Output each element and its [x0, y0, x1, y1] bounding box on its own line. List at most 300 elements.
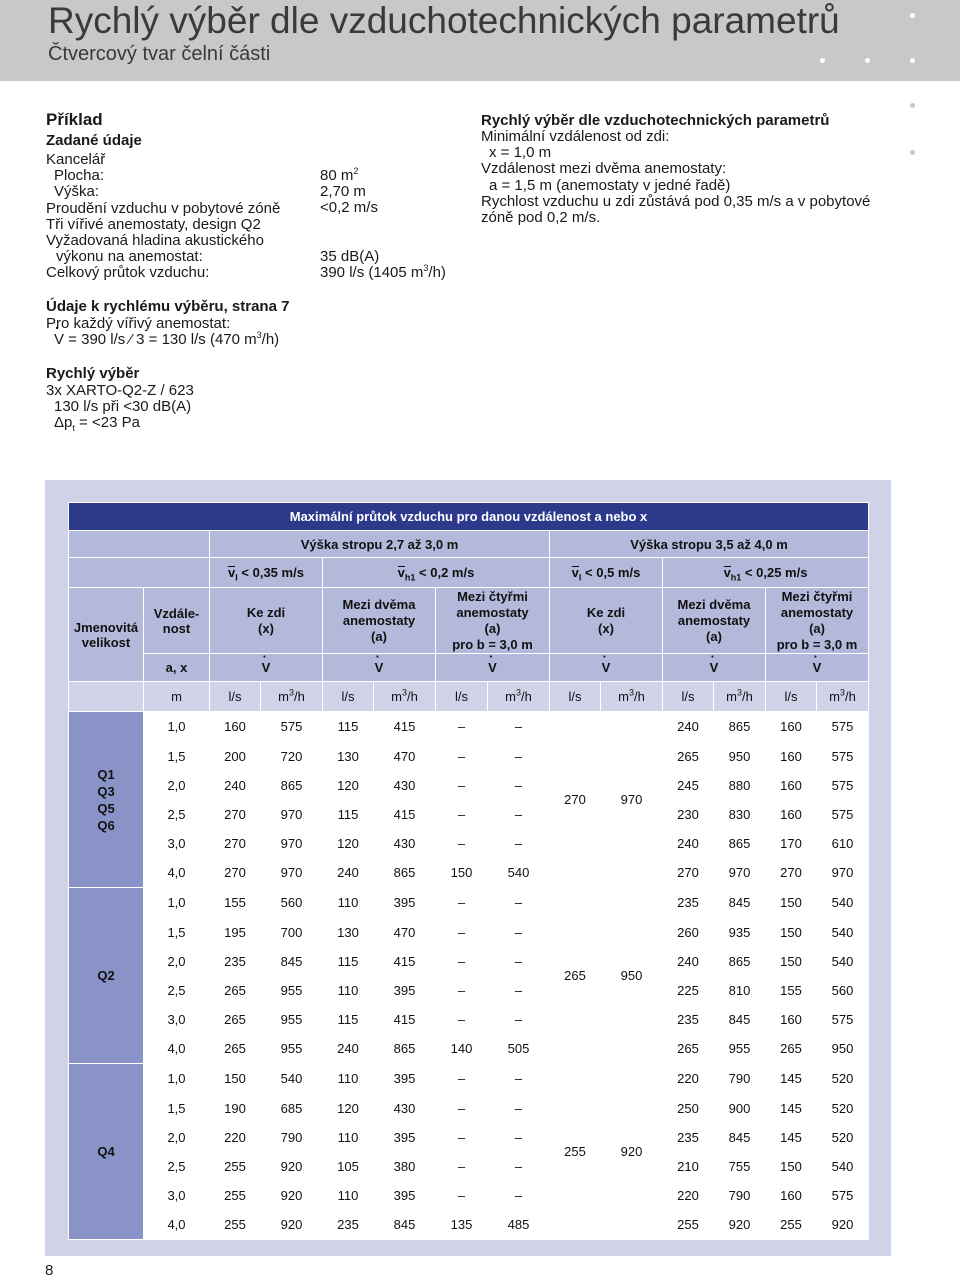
distance-cell: 1,0: [144, 888, 210, 918]
flow-value: <0,2 m/s: [320, 199, 378, 217]
flow-cell: 155: [766, 976, 817, 1005]
diffusers-label: Tři vířivé anemostaty, design Q2: [46, 215, 261, 233]
page-title: Rychlý výběr dle vzduchotechnických parametrů: [48, 0, 840, 41]
flow-cell: 220: [663, 1064, 714, 1094]
flow-cell: 575: [817, 742, 869, 771]
col-mounting-1: Mezi dvěma anemostaty (a): [323, 588, 436, 654]
flow-cell: 170: [766, 829, 817, 858]
col-mounting-5: Mezi čtyřmi anemostaty (a) pro b = 3,0 m: [766, 588, 869, 654]
table-row: [69, 1181, 869, 1210]
table-row: [69, 947, 869, 976]
table-row: [69, 976, 869, 1005]
flow-cell: 540: [817, 888, 869, 918]
flow-cell: 265: [766, 1034, 817, 1064]
flow-cell: 955: [261, 1005, 323, 1034]
unit-m3h: $m^3/h$: [261, 682, 323, 712]
nominal-size-cell: Q2: [69, 888, 144, 1064]
flow-cell: 270: [663, 858, 714, 888]
nominal-size-cell: Q1 Q3 Q5 Q6: [69, 712, 144, 888]
flow-cell: 810: [714, 976, 766, 1005]
distance-cell: 4,0: [144, 858, 210, 888]
flow-cell: 270: [210, 858, 261, 888]
merged-wall-flow-cell: 950: [601, 918, 663, 1034]
unit-m: [69, 682, 144, 712]
flow-cell: 560: [261, 888, 323, 918]
flow-cell: 920: [261, 1152, 323, 1181]
flow-cell: 265: [663, 1034, 714, 1064]
flow-cell: 270: [766, 858, 817, 888]
quick-select-block: [46, 365, 194, 432]
distance-cell: 2,0: [144, 947, 210, 976]
table-row: [69, 800, 869, 829]
height-value: 2,70 m: [320, 183, 366, 201]
flow-cell: –: [488, 1094, 550, 1123]
table-row: [69, 771, 869, 800]
flow-cell: 145: [766, 1094, 817, 1123]
flow-cell: 265: [210, 1005, 261, 1034]
flow-cell: 470: [374, 742, 436, 771]
flow-cell: 250: [663, 1094, 714, 1123]
flow-cell: 235: [210, 947, 261, 976]
flow-cell: 265: [210, 1034, 261, 1064]
flow-cell: 830: [714, 800, 766, 829]
flow-cell: 235: [663, 1005, 714, 1034]
unit-m3h: $m^3/h$: [374, 682, 436, 712]
flow-cell: 920: [261, 1181, 323, 1210]
flow-cell: 920: [261, 1210, 323, 1240]
flow-cell: –: [488, 800, 550, 829]
decor-dot: [910, 103, 915, 108]
table-row: [69, 888, 869, 918]
room-label: Kancelář: [46, 151, 106, 168]
flow-cell: 865: [714, 712, 766, 742]
flow-cell: 270: [210, 829, 261, 858]
flow-cell: 270: [210, 800, 261, 829]
flow-cell: 845: [261, 947, 323, 976]
flow-cell: 845: [714, 1123, 766, 1152]
flow-cell: 950: [714, 742, 766, 771]
flow-cell: 150: [766, 1152, 817, 1181]
unit-m3h: $m^3/h$: [714, 682, 766, 712]
flow-cell: 235: [663, 888, 714, 918]
flow-cell: 415: [374, 712, 436, 742]
flow-cell: 235: [663, 1123, 714, 1152]
flow-cell: 200: [210, 742, 261, 771]
col-mounting-2: Mezi čtyřmi anemostaty (a) pro b = 3,0 m: [436, 588, 550, 654]
flow-cell: –: [436, 1152, 488, 1181]
flow-cell: 120: [323, 771, 374, 800]
flow-cell: –: [488, 712, 550, 742]
flow-cell: 865: [374, 1034, 436, 1064]
table-row: [69, 858, 869, 888]
noise-label: Vyžadovaná hladina akustického: [46, 232, 264, 250]
noise-label-cont: výkonu na anemostat:: [56, 248, 203, 266]
flow-cell: 140: [436, 1034, 488, 1064]
flow-cell: 485: [488, 1210, 550, 1240]
flow-cell: 430: [374, 829, 436, 858]
flow-cell: 240: [663, 712, 714, 742]
flow-cell: 560: [817, 976, 869, 1005]
distance-cell: 1,0: [144, 712, 210, 742]
flow-cell: 110: [323, 888, 374, 918]
flow-cell: –: [436, 800, 488, 829]
velocity-criterion: $v_l < 0,35$ m/s: [210, 558, 323, 588]
unit-ls: l/s: [436, 682, 488, 712]
flow-cell: 190: [210, 1094, 261, 1123]
flow-cell: 115: [323, 947, 374, 976]
flow-cell: –: [488, 1005, 550, 1034]
flow-cell: –: [436, 712, 488, 742]
flow-cell: –: [436, 888, 488, 918]
distance-cell: 1,5: [144, 918, 210, 947]
flow-cell: 120: [323, 829, 374, 858]
flow-cell: 395: [374, 1064, 436, 1094]
flow-cell: 520: [817, 1123, 869, 1152]
flow-cell: 520: [817, 1064, 869, 1094]
flow-cell: –: [488, 976, 550, 1005]
flow-cell: 145: [766, 1123, 817, 1152]
flow-cell: 950: [817, 1034, 869, 1064]
flow-cell: 395: [374, 1123, 436, 1152]
merged-wall-flow-cell: 970: [601, 742, 663, 858]
flow-cell: 230: [663, 800, 714, 829]
flow-cell: 900: [714, 1094, 766, 1123]
unit-ls: l/s: [550, 682, 601, 712]
flow-cell: 865: [261, 771, 323, 800]
flow-cell: –: [436, 1005, 488, 1034]
unit-m3h: $m^3/h$: [601, 682, 663, 712]
flow-cell: 920: [817, 1210, 869, 1240]
flow-cell: 790: [261, 1123, 323, 1152]
flow-cell: 685: [261, 1094, 323, 1123]
flow-cell: 255: [663, 1210, 714, 1240]
example-values: [320, 168, 446, 281]
quick-select-line2: 130 l/s při <30 dB(A): [54, 398, 192, 416]
flow-cell: 255: [210, 1210, 261, 1240]
flow-cell: 920: [714, 1210, 766, 1240]
flow-cell: –: [436, 829, 488, 858]
flow-cell: 540: [488, 858, 550, 888]
flow-cell: 110: [323, 976, 374, 1005]
flow-cell: 755: [714, 1152, 766, 1181]
flow-cell: 575: [817, 1005, 869, 1034]
flow-cell: 150: [210, 1064, 261, 1094]
flow-cell: 150: [766, 947, 817, 976]
velocity-criterion: $v_{h1} < 0,25$ m/s: [663, 558, 869, 588]
flow-cell: 145: [766, 1064, 817, 1094]
flow-cell: 210: [663, 1152, 714, 1181]
flow-cell: –: [488, 888, 550, 918]
page-subtitle: Čtvercový tvar čelní části: [48, 43, 271, 65]
flow-cell: 115: [323, 800, 374, 829]
flow-cell: 790: [714, 1181, 766, 1210]
table-row: [69, 1210, 869, 1240]
merged-wall-flow-cell: 255: [550, 1094, 601, 1210]
group-ceiling-low: Výška stropu 2,7 až 3,0 m: [210, 531, 550, 558]
table-row: [69, 1094, 869, 1123]
quick-select-line3: $\Delta p_t = <23$ Pa: [54, 414, 140, 434]
unit-m: m: [144, 682, 210, 712]
distance-cell: 4,0: [144, 1210, 210, 1240]
flow-cell: 845: [374, 1210, 436, 1240]
flow-cell: 240: [210, 771, 261, 800]
flow-cell: 865: [714, 829, 766, 858]
unit-ls: l/s: [663, 682, 714, 712]
total-value: 390 l/s (1405 $m^3/h$): [320, 263, 446, 282]
flow-cell: 955: [714, 1034, 766, 1064]
table-row: [69, 1152, 869, 1181]
flow-cell: 220: [663, 1181, 714, 1210]
flow-cell: –: [436, 918, 488, 947]
flow-cell: –: [436, 1094, 488, 1123]
flow-cell: 505: [488, 1034, 550, 1064]
flow-cell: 845: [714, 1005, 766, 1034]
right-line3: Vzdálenost mezi dvěma anemostaty:: [481, 160, 727, 178]
area-label: Plocha:: [54, 167, 105, 185]
table-row: [69, 712, 869, 742]
flow-cell: 575: [261, 712, 323, 742]
col-flow-symbol: · V: [436, 654, 550, 682]
nominal-size-cell: Q4: [69, 1064, 144, 1240]
flow-cell: 240: [323, 858, 374, 888]
col-nominal-size: Jmenovitá velikost: [69, 588, 144, 682]
flow-cell: 970: [817, 858, 869, 888]
flow-cell: 430: [374, 771, 436, 800]
flow-cell: –: [488, 1064, 550, 1094]
decor-dot: [865, 58, 870, 63]
flow-cell: 520: [817, 1094, 869, 1123]
flow-cell: 865: [374, 858, 436, 888]
col-distance: Vzdále- nost: [144, 588, 210, 654]
merged-wall-flow-cell: 270: [550, 742, 601, 858]
decor-dot: [910, 58, 915, 63]
velocity-criterion: $v_l < 0,5$ m/s: [550, 558, 663, 588]
distance-cell: 2,5: [144, 976, 210, 1005]
unit-ls: l/s: [766, 682, 817, 712]
flow-cell: 110: [323, 1123, 374, 1152]
example-block: [46, 110, 280, 282]
quick-select-heading: Rychlý výběr: [46, 365, 140, 382]
distance-cell: 2,0: [144, 1123, 210, 1152]
col-flow-symbol: · V: [210, 654, 323, 682]
col-mounting-3: Ke zdi (x): [550, 588, 663, 654]
flow-cell: 395: [374, 976, 436, 1005]
flow-cell: 240: [663, 947, 714, 976]
flow-cell: 415: [374, 947, 436, 976]
flow-cell: –: [436, 771, 488, 800]
flow-cell: 935: [714, 918, 766, 947]
right-line5: Rychlost vzduchu u zdi zůstává pod 0,35 m/s a v pobytové: [481, 192, 871, 210]
col-flow-symbol: · V: [663, 654, 766, 682]
unit-ls: l/s: [210, 682, 261, 712]
flow-cell: –: [488, 1123, 550, 1152]
unit-ls: l/s: [323, 682, 374, 712]
flow-cell: –: [436, 1123, 488, 1152]
quick-data-line1: Pro každý vířivý anemostat:: [46, 315, 231, 332]
flow-cell: 610: [817, 829, 869, 858]
flow-cell: 540: [261, 1064, 323, 1094]
flow-cell: 150: [766, 918, 817, 947]
table-row: [69, 1034, 869, 1064]
given-heading: Zadané údaje: [46, 132, 142, 149]
right-line4: a = 1,5 m (anemostaty v jedné řadě): [489, 176, 731, 194]
flow-cell: 575: [817, 1181, 869, 1210]
col-flow-symbol: · V: [550, 654, 663, 682]
flow-cell: 150: [436, 858, 488, 888]
col-mounting-0: Ke zdi (x): [210, 588, 323, 654]
flow-cell: 955: [261, 1034, 323, 1064]
merged-wall-flow-cell: 265: [550, 918, 601, 1034]
flow-cell: 415: [374, 1005, 436, 1034]
distance-cell: 2,5: [144, 800, 210, 829]
quick-data-heading: Údaje k rychlému výběru, strana 7: [46, 298, 290, 315]
noise-value: 35 dB(A): [320, 248, 380, 266]
distance-cell: 3,0: [144, 1005, 210, 1034]
airflow-table: [68, 502, 869, 1240]
flow-cell: –: [436, 742, 488, 771]
flow-cell: 470: [374, 918, 436, 947]
col-mounting-4: Mezi dvěma anemostaty (a): [663, 588, 766, 654]
table-row: [69, 1064, 869, 1094]
flow-cell: 395: [374, 888, 436, 918]
flow-cell: 110: [323, 1064, 374, 1094]
flow-cell: 970: [261, 800, 323, 829]
flow-cell: 160: [766, 742, 817, 771]
flow-cell: 575: [817, 712, 869, 742]
flow-cell: 245: [663, 771, 714, 800]
table-row: [69, 829, 869, 858]
unit-m3h: $m^3/h$: [488, 682, 550, 712]
flow-cell: 970: [261, 829, 323, 858]
flow-cell: 255: [210, 1181, 261, 1210]
flow-cell: 115: [323, 1005, 374, 1034]
flow-cell: –: [436, 976, 488, 1005]
flow-cell: 220: [210, 1123, 261, 1152]
flow-cell: 160: [210, 712, 261, 742]
quick-data-block: [46, 298, 289, 348]
merged-wall-flow-cell: 920: [601, 1094, 663, 1210]
flow-cell: –: [488, 1152, 550, 1181]
area-value: 80 $m^2$: [320, 166, 359, 184]
flow-cell: 265: [663, 742, 714, 771]
table-row: [69, 1005, 869, 1034]
flow-cell: –: [488, 829, 550, 858]
flow-cell: 160: [766, 771, 817, 800]
table-row: [69, 742, 869, 771]
distance-cell: 1,5: [144, 1094, 210, 1123]
flow-cell: 970: [714, 858, 766, 888]
flow-cell: 130: [323, 918, 374, 947]
flow-cell: –: [488, 771, 550, 800]
flow-cell: 790: [714, 1064, 766, 1094]
table-row: [69, 1123, 869, 1152]
flow-cell: 955: [261, 976, 323, 1005]
distance-cell: 1,0: [144, 1064, 210, 1094]
flow-cell: 105: [323, 1152, 374, 1181]
flow-cell: 260: [663, 918, 714, 947]
decor-dot: [910, 150, 915, 155]
flow-label: Proudění vzduchu v pobytové zóně: [46, 199, 281, 217]
flow-cell: 160: [766, 1181, 817, 1210]
flow-cell: 540: [817, 947, 869, 976]
right-line1: Minimální vzdálenost od zdi:: [481, 128, 670, 145]
flow-cell: 120: [323, 1094, 374, 1123]
flow-cell: 720: [261, 742, 323, 771]
flow-cell: –: [488, 918, 550, 947]
flow-cell: –: [488, 742, 550, 771]
flow-cell: 255: [210, 1152, 261, 1181]
decor-dot: [910, 13, 915, 18]
table-row: [69, 918, 869, 947]
flow-cell: 240: [323, 1034, 374, 1064]
flow-cell: 540: [817, 1152, 869, 1181]
example-heading: Příklad: [46, 110, 103, 129]
flow-cell: 880: [714, 771, 766, 800]
flow-cell: 135: [436, 1210, 488, 1240]
flow-cell: 430: [374, 1094, 436, 1123]
flow-cell: 235: [323, 1210, 374, 1240]
flow-cell: 415: [374, 800, 436, 829]
col-distance-symbol: a, x: [144, 654, 210, 682]
flow-cell: 160: [766, 712, 817, 742]
unit-m3h: $m^3/h$: [817, 682, 869, 712]
flow-cell: 865: [714, 947, 766, 976]
col-flow-symbol: · V: [323, 654, 436, 682]
distance-cell: 2,0: [144, 771, 210, 800]
total-label: Celkový průtok vzduchu:: [46, 264, 210, 282]
quick-data-line2: · V = 390 l/s ⁄ 3 = 130 l/s (470 $m^3/h$): [46, 332, 289, 348]
table-title: Maximální průtok vzduchu pro danou vzdálenost a nebo x: [69, 503, 869, 531]
flow-cell: 110: [323, 1181, 374, 1210]
distance-cell: 2,5: [144, 1152, 210, 1181]
distance-cell: 3,0: [144, 1181, 210, 1210]
page-header: [0, 0, 960, 81]
flow-cell: 115: [323, 712, 374, 742]
flow-cell: 265: [210, 976, 261, 1005]
distance-cell: 1,5: [144, 742, 210, 771]
flow-cell: 150: [766, 888, 817, 918]
flow-cell: –: [436, 1181, 488, 1210]
flow-cell: 240: [663, 829, 714, 858]
flow-cell: –: [488, 1181, 550, 1210]
flow-cell: –: [436, 1064, 488, 1094]
flow-cell: 970: [261, 858, 323, 888]
distance-cell: 4,0: [144, 1034, 210, 1064]
flow-cell: 540: [817, 918, 869, 947]
flow-cell: 225: [663, 976, 714, 1005]
flow-cell: 255: [766, 1210, 817, 1240]
flow-cell: 155: [210, 888, 261, 918]
flow-cell: 160: [766, 800, 817, 829]
flow-cell: 575: [817, 800, 869, 829]
distance-cell: 3,0: [144, 829, 210, 858]
right-heading: Rychlý výběr dle vzduchotechnických parametrů: [481, 112, 830, 129]
flow-cell: 575: [817, 771, 869, 800]
group-ceiling-high: Výška stropu 3,5 až 4,0 m: [550, 531, 869, 558]
decor-dot: [820, 58, 825, 63]
flow-cell: 395: [374, 1181, 436, 1210]
flow-cell: 845: [714, 888, 766, 918]
flow-cell: 130: [323, 742, 374, 771]
flow-cell: –: [488, 947, 550, 976]
quick-select-line1: 3x XARTO-Q2-Z / 623: [46, 382, 194, 399]
flow-cell: 195: [210, 918, 261, 947]
right-line2: x = 1,0 m: [489, 144, 552, 162]
velocity-criterion: $v_{h1} < 0,2$ m/s: [323, 558, 550, 588]
page-number: 8: [45, 1262, 54, 1279]
col-flow-symbol: · V: [766, 654, 869, 682]
flow-cell: 160: [766, 1005, 817, 1034]
